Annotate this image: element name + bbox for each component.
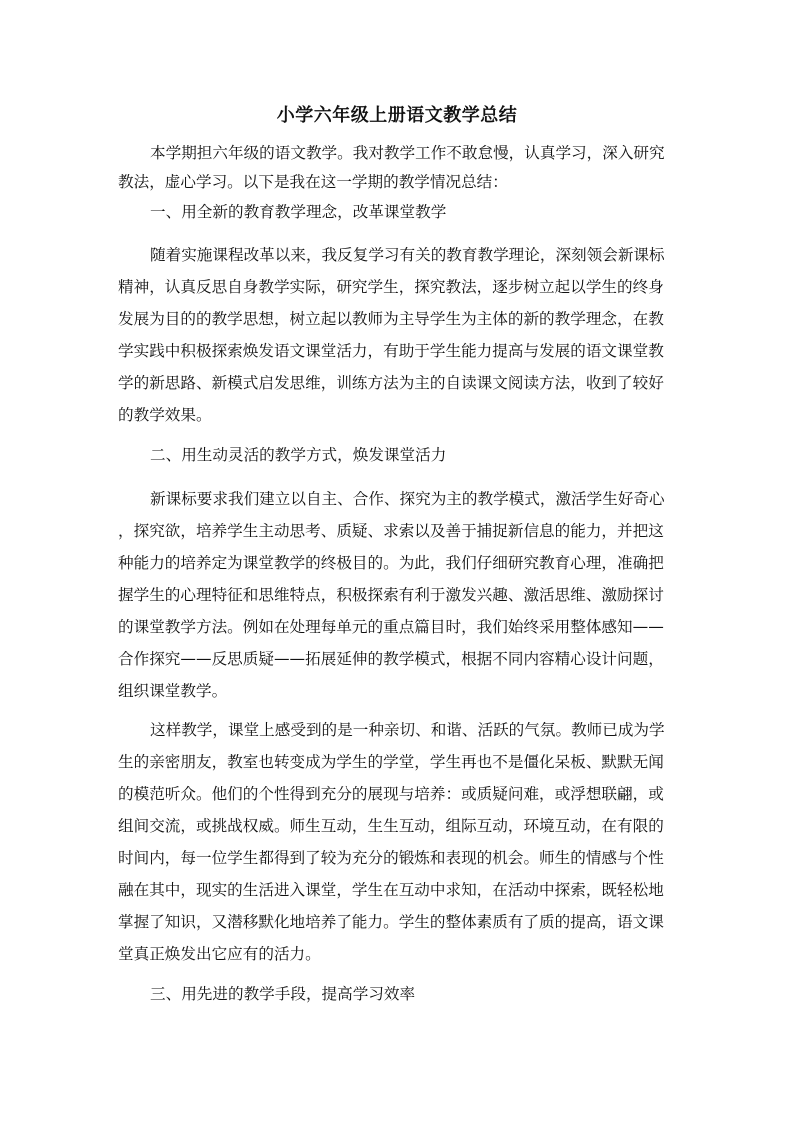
section-heading: 三、用先进的教学手段，提高学习效率 (150, 985, 416, 1003)
paragraph-line: 握学生的心理特征和思维特点，积极探索有利于激发兴趣、激活思维、激励探讨 (118, 586, 664, 604)
paragraph-line: 发展为目的的教学思想，树立起以教师为主导学生为主体的新的教学理念，在教 (118, 310, 664, 328)
paragraph-line: 学实践中积极探索焕发语文课堂活力，有助于学生能力提高与发展的语文课堂教 (118, 342, 664, 360)
paragraph-line: 新课标要求我们建立以自主、合作、探究为主的教学模式，激活学生好奇心 (150, 490, 665, 508)
paragraph-line: 生的亲密朋友，教室也转变成为学生的学堂，学生再也不是僵化呆板、默默无闻 (118, 753, 664, 771)
paragraph-line: 本学期担六年级的语文教学。我对教学工作不敢怠慢，认真学习，深入研究 (150, 144, 665, 162)
paragraph-line: 堂真正焕发出它应有的活力。 (118, 945, 321, 963)
paragraph-line: 融在其中，现实的生活进入课堂，学生在互动中求知，在活动中探索，既轻松地 (118, 881, 664, 899)
paragraph-line: 合作探究——反思质疑——拓展延伸的教学模式，根据不同内容精心设计问题， (118, 650, 664, 668)
paragraph-line: 教法，虚心学习。以下是我在这一学期的教学情况总结： (118, 173, 508, 191)
paragraph-line: 时间内，每一位学生都得到了较为充分的锻炼和表现的机会。师生的情感与个性 (118, 849, 664, 867)
paragraph-line: 这样教学，课堂上感受到的是一种亲切、和谐、活跃的气氛。教师已成为学 (150, 721, 665, 739)
paragraph-line: ，探究欲，培养学生主动思考、质疑、求索以及善于捕捉新信息的能力，并把这 (118, 522, 664, 540)
paragraph-line: 学的新思路、新模式启发思维，训练方法为主的自读课文阅读方法，收到了较好 (118, 374, 664, 392)
paragraph-line: 的模范听众。他们的个性得到充分的展现与培养：或质疑问难，或浮想联翩，或 (118, 785, 664, 803)
paragraph-line: 精神，认真反思自身教学实际，研究学生，探究教法，逐步树立起以学生的终身 (118, 278, 664, 296)
paragraph-line: 随着实施课程改革以来，我反复学习有关的教育教学理论，深刻领会新课标 (150, 246, 665, 264)
paragraph-line: 的教学效果。 (118, 406, 212, 424)
paragraph-line: 组织课堂教学。 (118, 682, 228, 700)
paragraph-line: 组间交流，或挑战权威。师生互动，生生互动，组际互动，环境互动，在有限的 (118, 817, 664, 835)
section-heading: 一、用全新的教育教学理念，改革课堂教学 (150, 203, 447, 221)
paragraph-line: 的课堂教学方法。例如在处理每单元的重点篇目时，我们始终采用整体感知—— (118, 618, 664, 636)
section-heading: 二、用生动灵活的教学方式，焕发课堂活力 (150, 446, 447, 464)
document-title: 小学六年级上册语文教学总结 (276, 105, 518, 126)
paragraph-line: 掌握了知识，又潜移默化地培养了能力。学生的整体素质有了质的提高，语文课 (118, 913, 664, 931)
paragraph-line: 种能力的培养定为课堂教学的终极目的。为此，我们仔细研究教育心理，准确把 (118, 554, 664, 572)
